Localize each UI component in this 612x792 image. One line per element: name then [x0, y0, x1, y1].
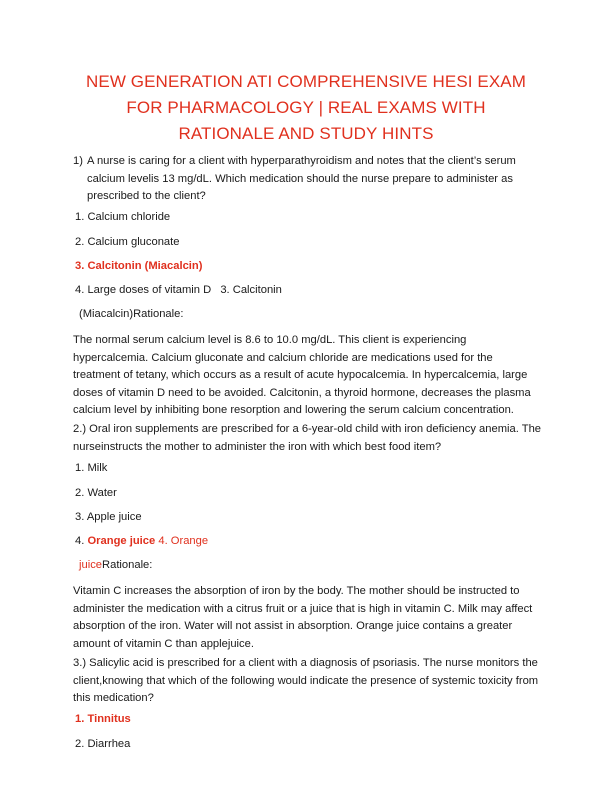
option-number: 3.: [75, 260, 85, 272]
title-line-2: FOR PHARMACOLOGY | REAL EXAMS WITH: [126, 98, 486, 117]
question-1-number: 1): [73, 155, 83, 167]
question-2-option-1: [75, 462, 107, 474]
question-2-option-4: [75, 535, 208, 547]
option-number: 1.: [75, 713, 85, 725]
option-text-correct: Orange juice: [87, 535, 156, 547]
option-text: Apple juice: [86, 511, 142, 523]
option-number: 1.: [75, 462, 85, 474]
option-text: Large doses of vitamin D: [87, 284, 212, 296]
question-2-text: 2.) Oral iron supplements are prescribed for a 6-year-old child with iron deficiency anemia. The nurseinstructs the mother to administer the iron with which best food item?: [73, 423, 542, 453]
question-1-option-1: [75, 211, 170, 223]
question-1-answer-continuation: (Miacalcin)Rationale:: [79, 308, 184, 320]
option-text: Water: [87, 487, 117, 499]
option-text: Calcitonin (Miacalcin): [87, 260, 203, 272]
title-line-3: RATIONALE AND STUDY HINTS: [178, 124, 434, 143]
option-number: 4.: [75, 535, 85, 547]
question-1-text: A nurse is caring for a client with hyperparathyroidism and notes that the client’s serum calcium levelis 13 mg/dL. Which medication should the nurse prepare to administer as prescribed to the client?: [87, 155, 516, 203]
question-2-rationale: Vitamin C increases the absorption of iron by the body. The mother should be instructed to administer the medication with a citrus fruit or a juice that is high in vitamin C. Milk may affect absorption of the iron. Water will not assist in absorption. Orange juice contains a greater amount of vitamin C than applejuice.: [73, 585, 533, 650]
question-1-rationale: The normal serum calcium level is 8.6 to 10.0 mg/dL. This client is experiencing hypercalcemia. Calcium gluconate and calcium chloride are medications used for the treatment of tetany, which occurs as a result of acute hypocalcemia. In hypercalcemia, large doses of vitamin D need to be avoided. Calcitonin, a thyroid hormone, decreases the plasma calcium level by inhibiting bone resorption and lowering the serum calcium concentration.: [73, 334, 531, 417]
option-number: 2.: [75, 487, 85, 499]
document-title: [40, 69, 572, 147]
option-number: 2.: [75, 236, 85, 248]
rationale-label: Rationale:: [102, 559, 153, 571]
question-1-option-2: [75, 236, 180, 248]
option-text: Tinnitus: [87, 713, 131, 725]
option-text: Milk: [87, 462, 108, 474]
question-3-option-1-correct: [75, 713, 131, 725]
option-number: 2.: [75, 738, 85, 750]
option-text: Calcium gluconate: [87, 236, 180, 248]
question-2-option-3: [75, 511, 142, 523]
option-text: Calcium chloride: [87, 211, 171, 223]
question-3-text: 3.) Salicylic acid is prescribed for a client with a diagnosis of psoriasis. The nurse monitors the client,knowing that which of the following would indicate the presence of systemic toxicity from this medication?: [73, 657, 539, 705]
option-text: Diarrhea: [87, 738, 131, 750]
question-1-option-4: [75, 284, 282, 296]
question-3-option-2: [75, 738, 130, 750]
question-2-answer-continuation: [79, 559, 152, 571]
option-number: 1.: [75, 211, 85, 223]
answer-repeat-cont: juice: [79, 559, 103, 571]
answer-repeat: 3. Calcitonin: [220, 284, 282, 296]
question-2-option-2: [75, 487, 117, 499]
answer-repeat: 4. Orange: [158, 535, 209, 547]
option-number: 4.: [75, 284, 85, 296]
question-1-option-3-correct: [75, 260, 202, 272]
title-line-1: NEW GENERATION ATI COMPREHENSIVE HESI EXAM: [86, 72, 526, 91]
option-number: 3.: [75, 511, 85, 523]
